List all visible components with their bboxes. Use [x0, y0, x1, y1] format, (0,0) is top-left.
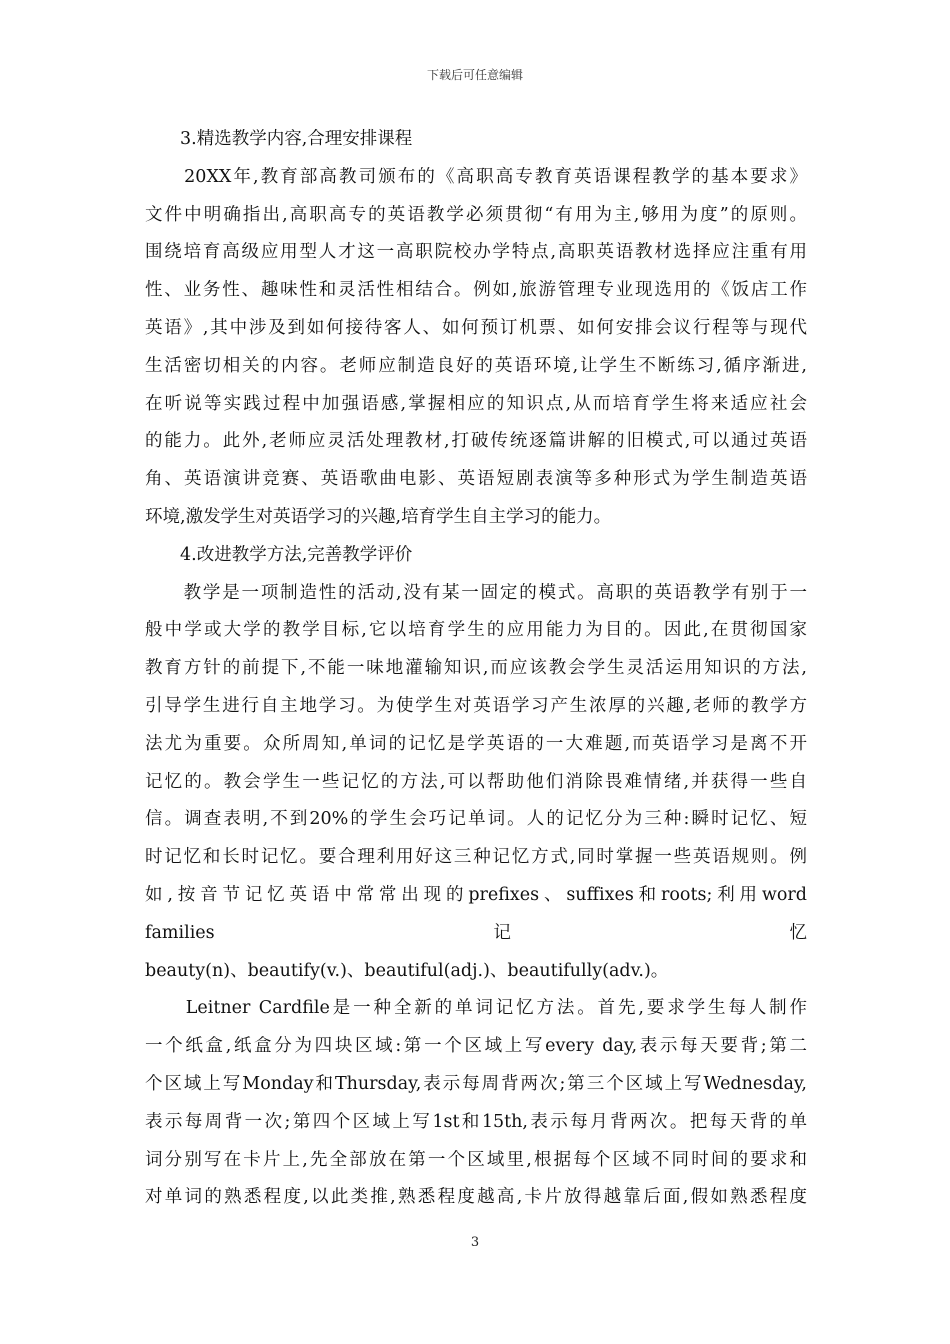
paragraph-line: 如,按音节记忆英语中常常出现的prefixes、suffixes和roots;利用word: [145, 884, 807, 905]
paragraph-line-spread: [145, 915, 807, 953]
paragraph-line: 教学是一项制造性的活动,没有某一固定的模式。高职的英语教学有别于一: [145, 582, 807, 603]
paragraph-line: 围绕培育高级应用型人才这一高职院校办学特点,高职英语教材选择应注重有用: [145, 242, 807, 263]
paragraph-line: 记忆的。教会学生一些记忆的方法,可以帮助他们消除畏难情绪,并获得一些自: [145, 771, 807, 792]
paragraph-line: Leitner Cardfile是一种全新的单词记忆方法。首先,要求学生每人制作: [145, 998, 807, 1019]
paragraph-line: 法尤为重要。众所周知,单词的记忆是学英语的一大难题,而英语学习是离不开: [145, 733, 807, 754]
word-yi-text: 忆: [789, 922, 807, 943]
paragraph-line: 个区域上写Monday和Thursday,表示每周背两次;第三个区域上写Wednesday,: [145, 1073, 807, 1094]
paragraph-line: 表示每周背一次;第四个区域上写1st和15th,表示每月背两次。把每天背的单: [145, 1111, 807, 1132]
paragraph-line: 角、英语演讲竞赛、英语歌曲电影、英语短剧表演等多种形式为学生制造英语: [145, 469, 807, 490]
paragraph-line: 20XX年,教育部高教司颁布的《高职高专教育英语课程教学的基本要求》: [145, 166, 807, 187]
section-heading: 3.精选教学内容,合理安排课程: [145, 129, 413, 149]
paragraph-line: 文件中明确指出,高职高专的英语教学必须贯彻“有用为主,够用为度”的原则。: [145, 204, 807, 225]
word-families-text: families: [145, 922, 215, 943]
page-header: 下载后可任意编辑: [426, 68, 523, 82]
page-number: 3: [470, 1235, 480, 1250]
paragraph-line: 对单词的熟悉程度,以此类推,熟悉程度越高,卡片放得越靠后面,假如熟悉程度: [145, 1187, 807, 1208]
paragraph-line: 信。调查表明,不到20%的学生会巧记单词。人的记忆分为三种:瞬时记忆、短: [145, 809, 807, 830]
paragraph-line: 的能力。此外,老师应灵活处理教材,打破传统逐篇讲解的旧模式,可以通过英语: [145, 431, 807, 452]
paragraph-line: 引导学生进行自主地学习。为使学生对英语学习产生浓厚的兴趣,老师的教学方: [145, 695, 807, 716]
paragraph-line: 时记忆和长时记忆。要合理利用好这三种记忆方式,同时掌握一些英语规则。例: [145, 847, 807, 868]
document-body: [145, 121, 807, 1217]
paragraph-line: 一个纸盒,纸盒分为四块区域:第一个区域上写every day,表示每天要背;第二: [145, 1036, 807, 1057]
paragraph-line: 性、业务性、趣味性和灵活性相结合。例如,旅游管理专业现选用的《饭店工作: [145, 280, 807, 301]
paragraph-line: 环境,激发学生对英语学习的兴趣,培育学生自主学习的能力。: [145, 506, 612, 527]
section-heading: 4.改进教学方法,完善教学评价: [145, 544, 413, 565]
paragraph-line: 英语》,其中涉及到如何接待客人、如何预订机票、如何安排会议行程等与现代: [145, 317, 807, 338]
paragraph-line: 般中学或大学的教学目标,它以培育学生的应用能力为目的。因此,在贯彻国家: [145, 620, 807, 641]
paragraph-line: 生活密切相关的内容。老师应制造良好的英语环境,让学生不断练习,循序渐进,: [145, 355, 807, 376]
paragraph-line: 在听说等实践过程中加强语感,掌握相应的知识点,从而培育学生将来适应社会: [145, 393, 807, 414]
word-ji-text: 记: [493, 922, 511, 943]
paragraph-line: beauty(n)、beautify(v.)、beautiful(adj.)、beautifully(adv.)。: [145, 960, 669, 981]
paragraph-line: 教育方针的前提下,不能一味地灌输知识,而应该教会学生灵活运用知识的方法,: [145, 658, 807, 679]
paragraph-line: 词分别写在卡片上,先全部放在第一个区域里,根据每个区域不同时间的要求和: [145, 1149, 807, 1170]
